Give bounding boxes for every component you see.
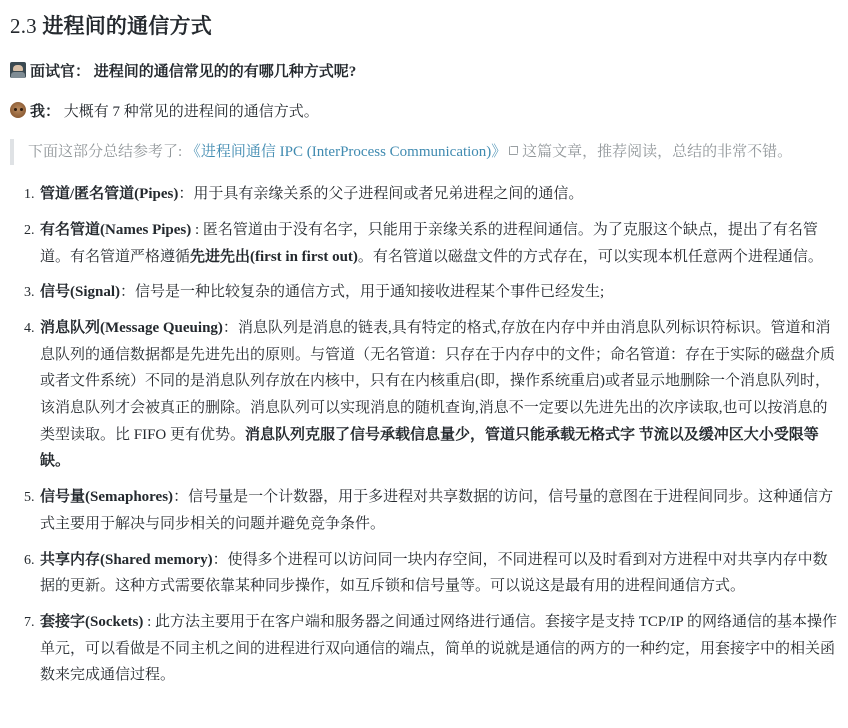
item-separator: ：	[120, 284, 136, 301]
item-term: 套接字(Sockets)	[40, 613, 144, 630]
reference-link[interactable]: 《进程间通信 IPC (InterProcess Communication)》	[185, 144, 507, 160]
reference-note	[10, 139, 838, 165]
qa-answer-text: 大概有 7 种常见的进程间的通信方式。	[63, 103, 319, 120]
item-emphasis: 先进先出(first in first out)	[190, 248, 358, 265]
list-item	[38, 315, 838, 475]
me-avatar-icon	[10, 102, 26, 118]
item-body: 使得多个进程可以访问同一块内存空间，不同进程可以及时看到对方进程中对共享内存中数据的更新。这种方式需要依靠某种同步操作，如互斥锁和信号量等。可以说这是最有用的进程间通信方式。	[40, 551, 828, 595]
item-separator: ：	[212, 551, 228, 568]
item-body: 匿名管道由于没有名字，只能用于亲缘关系的进程间通信。为了克服这个缺点，提出了有名管道。有名管道严格遵循	[40, 221, 818, 265]
list-item	[38, 181, 838, 208]
item-separator: ：	[173, 489, 189, 506]
list-item	[38, 484, 838, 537]
page-title	[10, 10, 838, 46]
item-term: 有名管道(Names Pipes)	[40, 221, 192, 238]
qa-question	[10, 60, 838, 86]
item-separator: ：	[222, 320, 238, 336]
item-body: 信号是一种比较复杂的通信方式，用于通知接收进程某个事件已经发生;	[135, 284, 605, 301]
item-body: 信号量是一个计数器，用于多进程对共享数据的访问，信号量的意图在于进程间同步。这种通信方式主要用于解决与同步相关的问题并避免竞争条件。	[40, 489, 834, 532]
section-number: 2.3	[10, 14, 37, 38]
item-body-continued: 。有名管道以磁盘文件的方式存在，可以实现本机任意两个进程通信。	[357, 248, 823, 265]
list-item	[38, 547, 838, 600]
list-item	[38, 609, 838, 689]
qa-answer-label: 我：	[30, 103, 61, 120]
list-item	[38, 217, 838, 270]
qa-question-label: 面试官：	[30, 64, 91, 80]
item-term: 共享内存(Shared memory)	[40, 551, 213, 568]
item-term: 管道/匿名管道(Pipes)	[40, 186, 179, 203]
item-body: 此方法主要用于在客户端和服务器之间通过网络进行通信。套接字是支持 TCP/IP 的网络通信的基本操作单元，可以看做是不同主机之间的进程进行双向通信的端点，简单的说就是通信的两方的一种约定，用套接字中的相关函数来完成通信过程。	[40, 613, 837, 684]
qa-question-text: 进程间的通信常见的的有哪几种方式呢?	[93, 64, 357, 80]
item-term: 信号(Signal)	[40, 284, 121, 301]
item-body: 消息队列是消息的链表,具有特定的格式,存放在内存中并由消息队列标识符标识。管道和消息队列的通信数据都是先进先出的原则。与管道（无名管道：只存在于内存中的文件；命名管道：存在于实际的磁盘介质或者文件系统）不同的是消息队列存放在内核中，只有在内核重启(即，操作系统重启)或者显示地删除一个消息队列时，该消息队列才会被真正的删除。消息队列可以实现消息的随机查询,消息不一定要以先进先出的次序读取,也可以按消息的类型读取。比 FIFO 更有优势。	[40, 320, 836, 443]
item-term: 信号量(Semaphores)	[40, 489, 174, 506]
item-term: 消息队列(Message Queuing)	[40, 320, 223, 336]
item-body: 用于具有亲缘关系的父子进程间或者兄弟进程之间的通信。	[193, 186, 584, 203]
section-heading-text: 进程间的通信方式	[42, 14, 212, 38]
item-emphasis: 消息队列克服了信号承载信息量少，管道只能承载无格式字 节流以及缓冲区大小受限等缺。	[40, 426, 819, 470]
reference-note-suffix: 这篇文章，推荐阅读，总结的非常不错。	[522, 144, 793, 160]
item-separator: ：	[178, 186, 194, 203]
item-separator: :	[143, 613, 155, 630]
list-item	[38, 279, 838, 306]
external-link-icon	[509, 146, 518, 155]
qa-answer	[10, 100, 838, 126]
reference-note-prefix: 下面这部分总结参考了:	[28, 144, 183, 160]
item-separator: :	[191, 221, 203, 238]
ipc-method-list	[10, 181, 838, 689]
interviewer-avatar-icon	[10, 62, 26, 78]
